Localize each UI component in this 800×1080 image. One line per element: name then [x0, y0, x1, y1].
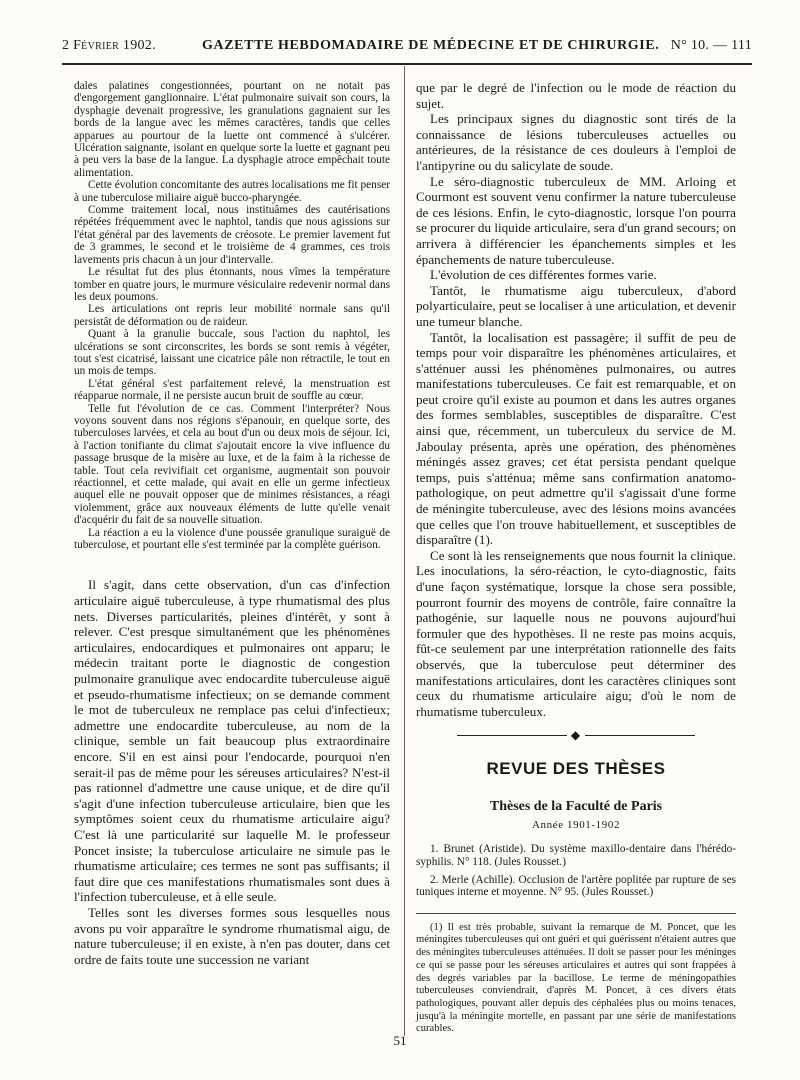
paragraph: Cette évolution concomitante des autres localisations me fit penser à une tuberculose miliaire aiguë bucco-pharyngée.: [74, 179, 390, 204]
paragraph: Il s'agit, dans cette observation, d'un cas d'infection articulaire aiguë tuberculeuse, à type rhumatismal des plus nets. Diverses particularités, pleines d'intérêt, y sont à relever. C'est presque simultanément que les phénomènes articulaires, endocardiques et pulmonaires ont apparu; le médecin traitant porte le diagnostic de congestion pulmonaire granulique avec endocardite tuberculeuse aiguë et pseudo-rhumatisme infectieux; on se demande comment le mot de tuberculeux ne remplace pas celui d'infectieux; admettre une endocardite tuberculeuse, au nom de la clinique, semble un fait beaucoup plus extraordinaire encore. S'il en est ainsi pour l'endocarde, pourquoi n'en serait-il pas de même pour les séreuses articulaires? N'est-il pas rationnel d'admettre une cause unique, et de dire qu'il s'agit d'une infection tuberculeuse articulaire, bien que les symptômes soient ceux du rhumatisme articulaire aigu? C'est là une particularité sur laquelle M. le professeur Poncet insiste; la tuberculose articulaire ne simule pas le rhumatisme articulaire; ces termes ne sont pas suffisants; il faut dire que ces manifestations rhumatismales sont dues à l'infection tuberculeuse, et à elle seule.: [74, 577, 390, 905]
footnote-rule: [416, 913, 736, 914]
paragraph: dales palatines congestionnées, pourtant on ne notait pas d'engorgement ganglionnaire. L'état pulmonaire suivait son cours, la dysphagie devenait progressive, les granulations gagnaient sur les bords de la langue avec les mêmes caractères, tandis que celles apparues au pourtour de la luette ont commencé à s'ulcérer. Ulcération saignante, isolant en quelque sorte la luette et gagnant peu à peu vers la base de la langue. La dysphagie atroce empêchait toute alimentation.: [74, 80, 390, 179]
academic-year: Année 1901-1902: [531, 819, 621, 832]
paragraph: Tantôt, le rhumatisme aigu tuberculeux, d'abord polyarticulaire, peut se localiser à une articulation, et devenir une tumeur blanche.: [416, 282, 736, 329]
paragraph: Ce sont là les renseignements que nous fournit la clinique. Les inoculations, la séro-réaction, le cyto-diagnostic, faits d'une façon systématique, lorsque la chose sera possible, pourront fournir des moyens de contrôle, faire connaître la pathogénie, sur laquelle nous ne pouvons aujourd'hui formuler que des hypothèses. Il ne reste pas moins acquis, fût-ce seulement par une interprétation rationnelle des faits observés, que la tuberculose peut déterminer des manifestations articulaires, dont les caractères cliniques sont ceux du rhumatisme articulaire aigu; d'où le nom de rhumatisme tuberculeux.: [416, 547, 736, 719]
header-rule: [62, 63, 752, 65]
paragraph: Telles sont les diverses formes sous lesquelles nous avons pu voir apparaître le syndrome rhumatismal aigu, de nature tuberculeuse; il en existe, à n'en pas douter, dans cet ordre de faits toute une succession ne variant: [74, 904, 390, 967]
commentary-block: [74, 577, 390, 967]
journal-title: GAZETTE HEBDOMADAIRE DE MÉDECINE ET DE CHIRURGIE.: [202, 38, 660, 53]
issue-page-number: N° 10. — 111: [670, 38, 752, 53]
thesis-entry: 1. Brunet (Aristide). Du système maxillo-dentaire dans l'hérédo-syphilis. N° 118. (Jules Rousset.): [416, 843, 736, 868]
subsection-title: Thèses de la Faculté de Paris: [489, 799, 663, 815]
diamond-icon: ◆: [570, 728, 582, 743]
footnote-text: (1) Il est très probable, suivant la remarque de M. Poncet, que les méningites tuberculeuses qui ont guéri et qui guérissent n'étaient autres que des méningites tuberculeuses atténuées. Il doit se passer pour les méninges ce qui se passe pour les séreuses articulaires et autres qui sont frappées à des degrés variables par la bacillose. Le terme de méningopathies tuberculeuses conviendrait, d'après M. Poncet, à ces divers états pathologiques, pouvant aller depuis des céphalées plus ou moins tenaces, jusqu'à la méningite mortelle, en passant par une série de manifestations curables.: [416, 921, 736, 1035]
right-column: [416, 80, 736, 1036]
footnote: [416, 922, 736, 1036]
observation-block: [74, 80, 390, 551]
article-continuation: [416, 80, 736, 719]
issue-date: 2 Février 1902.: [62, 38, 156, 53]
paragraph: Tantôt, la localisation est passagère; il suffit de peu de temps pour voir disparaître les phénomènes articulaires, et s'atténuer aussi les phénomènes pulmonaires, ou autres manifestations tuberculeuses. Ce fait est remarquable, et on peut croire qu'il existe au poumon et dans les autres organes des formes semblables, susceptibles de disparaître. C'est ainsi que, récemment, un tuberculeux du service de M. Jaboulay présenta, après une opération, des phénomènes méningés assez graves; cet état persista pendant quelque temps, puis s'atténua; même sans confirmation anatomo-pathologique, on peut admettre qu'il s'agissait d'une forme de méningite tuberculeuse, avec des lésions moins avancées que celles que l'on trouve habituellement, et susceptibles de disparaître (1).: [416, 329, 736, 548]
paragraph: Les principaux signes du diagnostic sont tirés de la connaissance de lésions tuberculeuses actuelles ou antérieures, de la résistance de ces douleurs à l'emploi de l'antipyrine ou du salicylate de soude.: [416, 111, 736, 173]
column-divider: [404, 66, 405, 1036]
paragraph: L'état général s'est parfaitement relevé, la menstruation est réapparue normale, il ne persiste aucun bruit de souffle au cœur.: [74, 377, 390, 403]
section-ornament: [416, 727, 736, 743]
paragraph: que par le degré de l'infection ou le mode de réaction du sujet.: [416, 80, 736, 111]
left-column: [74, 80, 390, 967]
page-folio: 51: [393, 1033, 407, 1048]
paragraph: Quant à la granulie buccale, sous l'action du naphtol, les ulcérations se sont circonscrites, les bords se sont remis à végéter, tout s'est cicatrisé, laissant une cicatrice pâle non rétractile, le tout en un mois de temps.: [74, 328, 390, 378]
paragraph: Le séro-diagnostic tuberculeux de MM. Arloing et Courmont est souvent venu confirmer la nature tuberculeuse de ces lésions. Enfin, le cyto-diagnostic, lorsque l'on pourra se procurer du liquide articulaire, sera d'un grand secours; on arrivera à différencier les épanchements simples et les épanchements de nature tuberculeuse.: [416, 173, 736, 267]
paragraph: Les articulations ont repris leur mobilité normale sans qu'il persistât de déformation ou de raideur.: [74, 303, 390, 328]
thesis-list: [416, 843, 736, 899]
paragraph: La réaction a eu la violence d'une poussée granulique suraiguë de tuberculose, et pourtant elle s'est terminée par la complète guérison.: [74, 526, 390, 552]
running-header: [62, 36, 752, 58]
paragraph: L'évolution de ces différentes formes varie.: [430, 267, 657, 283]
paragraph: Comme traitement local, nous instituâmes des cautérisations répétées fréquemment avec le naphtol, tandis que nous agissions sur l'état général par des lavements de créosote. Le premier lavement fut de 3 grammes, le second et le troisième de 4 grammes, ces trois lavements pris chacun à un jour d'intervalle.: [74, 204, 390, 266]
thesis-entry: 2. Merle (Achille). Occlusion de l'artère poplitée par rupture de ses tuniques interne et moyenne. N° 95. (Jules Rousset.): [416, 873, 736, 899]
paragraph: Telle fut l'évolution de ce cas. Comment l'interpréter? Nous voyons souvent dans nos régions s'épanouir, en quelque sorte, des tuberculoses larvées, et cela au bout d'un ou deux mois de séjour. Ici, à l'action tonifiante du climat s'ajoutait encore la vive influence du passage brusque de la misère au luxe, et de la faim à la richesse de table. Tout cela revivifiait cet organisme, augmentait son pouvoir réactionnel, et cette malade, qui avait en elle un germe infectieux auquel elle ne pouvait opposer que de minimes résistances, a réagi violemment, grâce aux nouveaux éléments de lutte qu'elle venait d'acquérir du fait de sa nouvelle situation.: [74, 402, 390, 527]
paragraph: Le résultat fut des plus étonnants, nous vîmes la température tomber en quatre jours, le murmure vésiculaire redevenir normal dans les deux poumons.: [74, 266, 390, 303]
section-title: REVUE DES THÈSES: [486, 759, 666, 779]
